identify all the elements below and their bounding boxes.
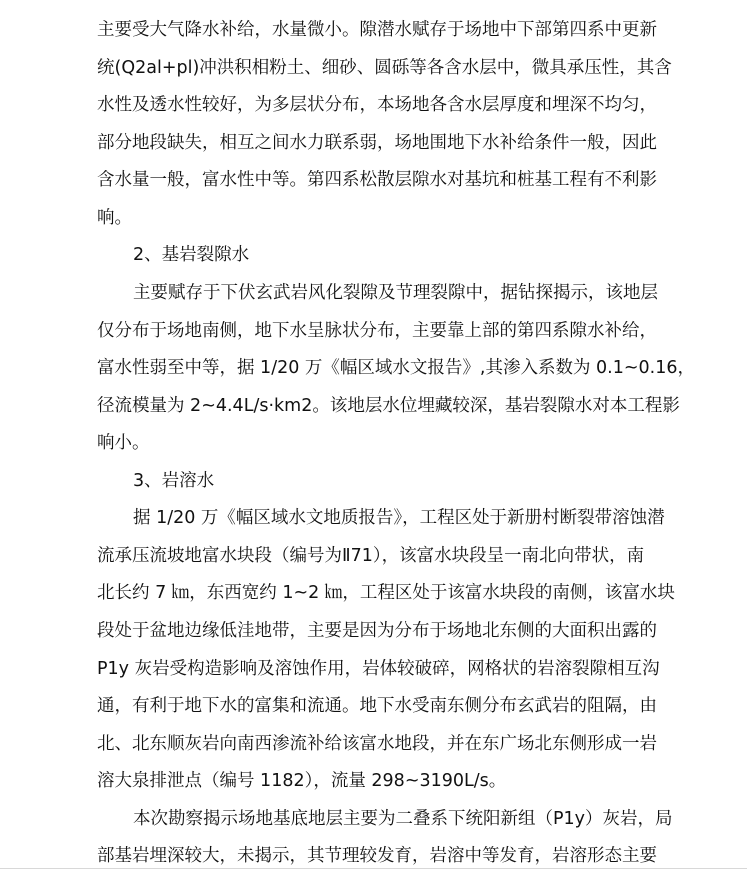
paragraph-1-line-6: 响。 bbox=[97, 208, 132, 228]
paragraph-3-line-4: 段处于盆地边缘低洼地带，主要是因为分布于场地北东侧的大面积出露的 bbox=[97, 621, 657, 641]
paragraph-4-line-2: 部基岩埋深较大，未揭示，其节理较发育，岩溶中等发育，岩溶形态主要 bbox=[97, 846, 657, 866]
section-heading-bedrock-fissure-water: 2、基岩裂隙水 bbox=[133, 245, 250, 265]
page-bottom-divider bbox=[0, 868, 747, 869]
paragraph-2-line-3: 富水性弱至中等，据 1/20 万《幅区域水文报告》,其渗入系数为 0.1~0.16， bbox=[97, 358, 696, 378]
paragraph-2-line-2: 仅分布于场地南侧，地下水呈脉状分布，主要靠上部的第四系隙水补给， bbox=[97, 321, 657, 341]
paragraph-3-line-6: 通，有利于地下水的富集和流通。地下水受南东侧分布玄武岩的阻隔，由 bbox=[97, 696, 657, 716]
paragraph-3-line-2: 流承压流坡地富水块段（编号为Ⅱ71），该富水块段呈一南北向带状，南 bbox=[97, 546, 645, 566]
section-heading-karst-water: 3、岩溶水 bbox=[133, 471, 215, 491]
paragraph-2-line-5: 响小。 bbox=[97, 433, 150, 453]
paragraph-3-line-1: 据 1/20 万《幅区域水文地质报告》，工程区处于新册村断裂带溶蚀潜 bbox=[133, 508, 665, 528]
paragraph-1-line-5: 含水量一般，富水性中等。第四系松散层隙水对基坑和桩基工程有不利影 bbox=[97, 170, 657, 190]
paragraph-2-line-1: 主要赋存于下伏玄武岩风化裂隙及节理裂隙中，据钻探揭示，该地层 bbox=[133, 283, 658, 303]
paragraph-1-line-1: 主要受大气降水补给，水量微小。隙潜水赋存于场地中下部第四系中更新 bbox=[97, 20, 657, 40]
paragraph-4-line-1: 本次勘察揭示场地基底地层主要为二叠系下统阳新组（P1y）灰岩，局 bbox=[133, 809, 673, 829]
paragraph-3-line-8: 溶大泉排泄点（编号 1182），流量 298~3190L/s。 bbox=[97, 771, 507, 791]
paragraph-1-line-4: 部分地段缺失，相互之间水力联系弱，场地围地下水补给条件一般，因此 bbox=[97, 133, 657, 153]
paragraph-1-line-3: 水性及透水性较好，为多层状分布，本场地各含水层厚度和埋深不均匀， bbox=[97, 95, 657, 115]
paragraph-3-line-5: P1y 灰岩受构造影响及溶蚀作用，岩体较破碎，网格状的岩溶裂隙相互沟 bbox=[97, 659, 660, 679]
paragraph-3-line-7: 北、北东顺灰岩向南西渗流补给该富水地段，并在东广场北东侧形成一岩 bbox=[97, 734, 657, 754]
paragraph-3-line-3: 北长约 7 ㎞，东西宽约 1~2 ㎞，工程区处于该富水块段的南侧，该富水块 bbox=[97, 583, 675, 603]
paragraph-1-line-2: 统(Q2al+pl)冲洪积相粉土、细砂、圆砾等各含水层中，微具承压性，其含 bbox=[97, 58, 672, 78]
paragraph-2-line-4: 径流模量为 2~4.4L/s·km2。该地层水位埋藏较深，基岩裂隙水对本工程影 bbox=[97, 396, 680, 416]
